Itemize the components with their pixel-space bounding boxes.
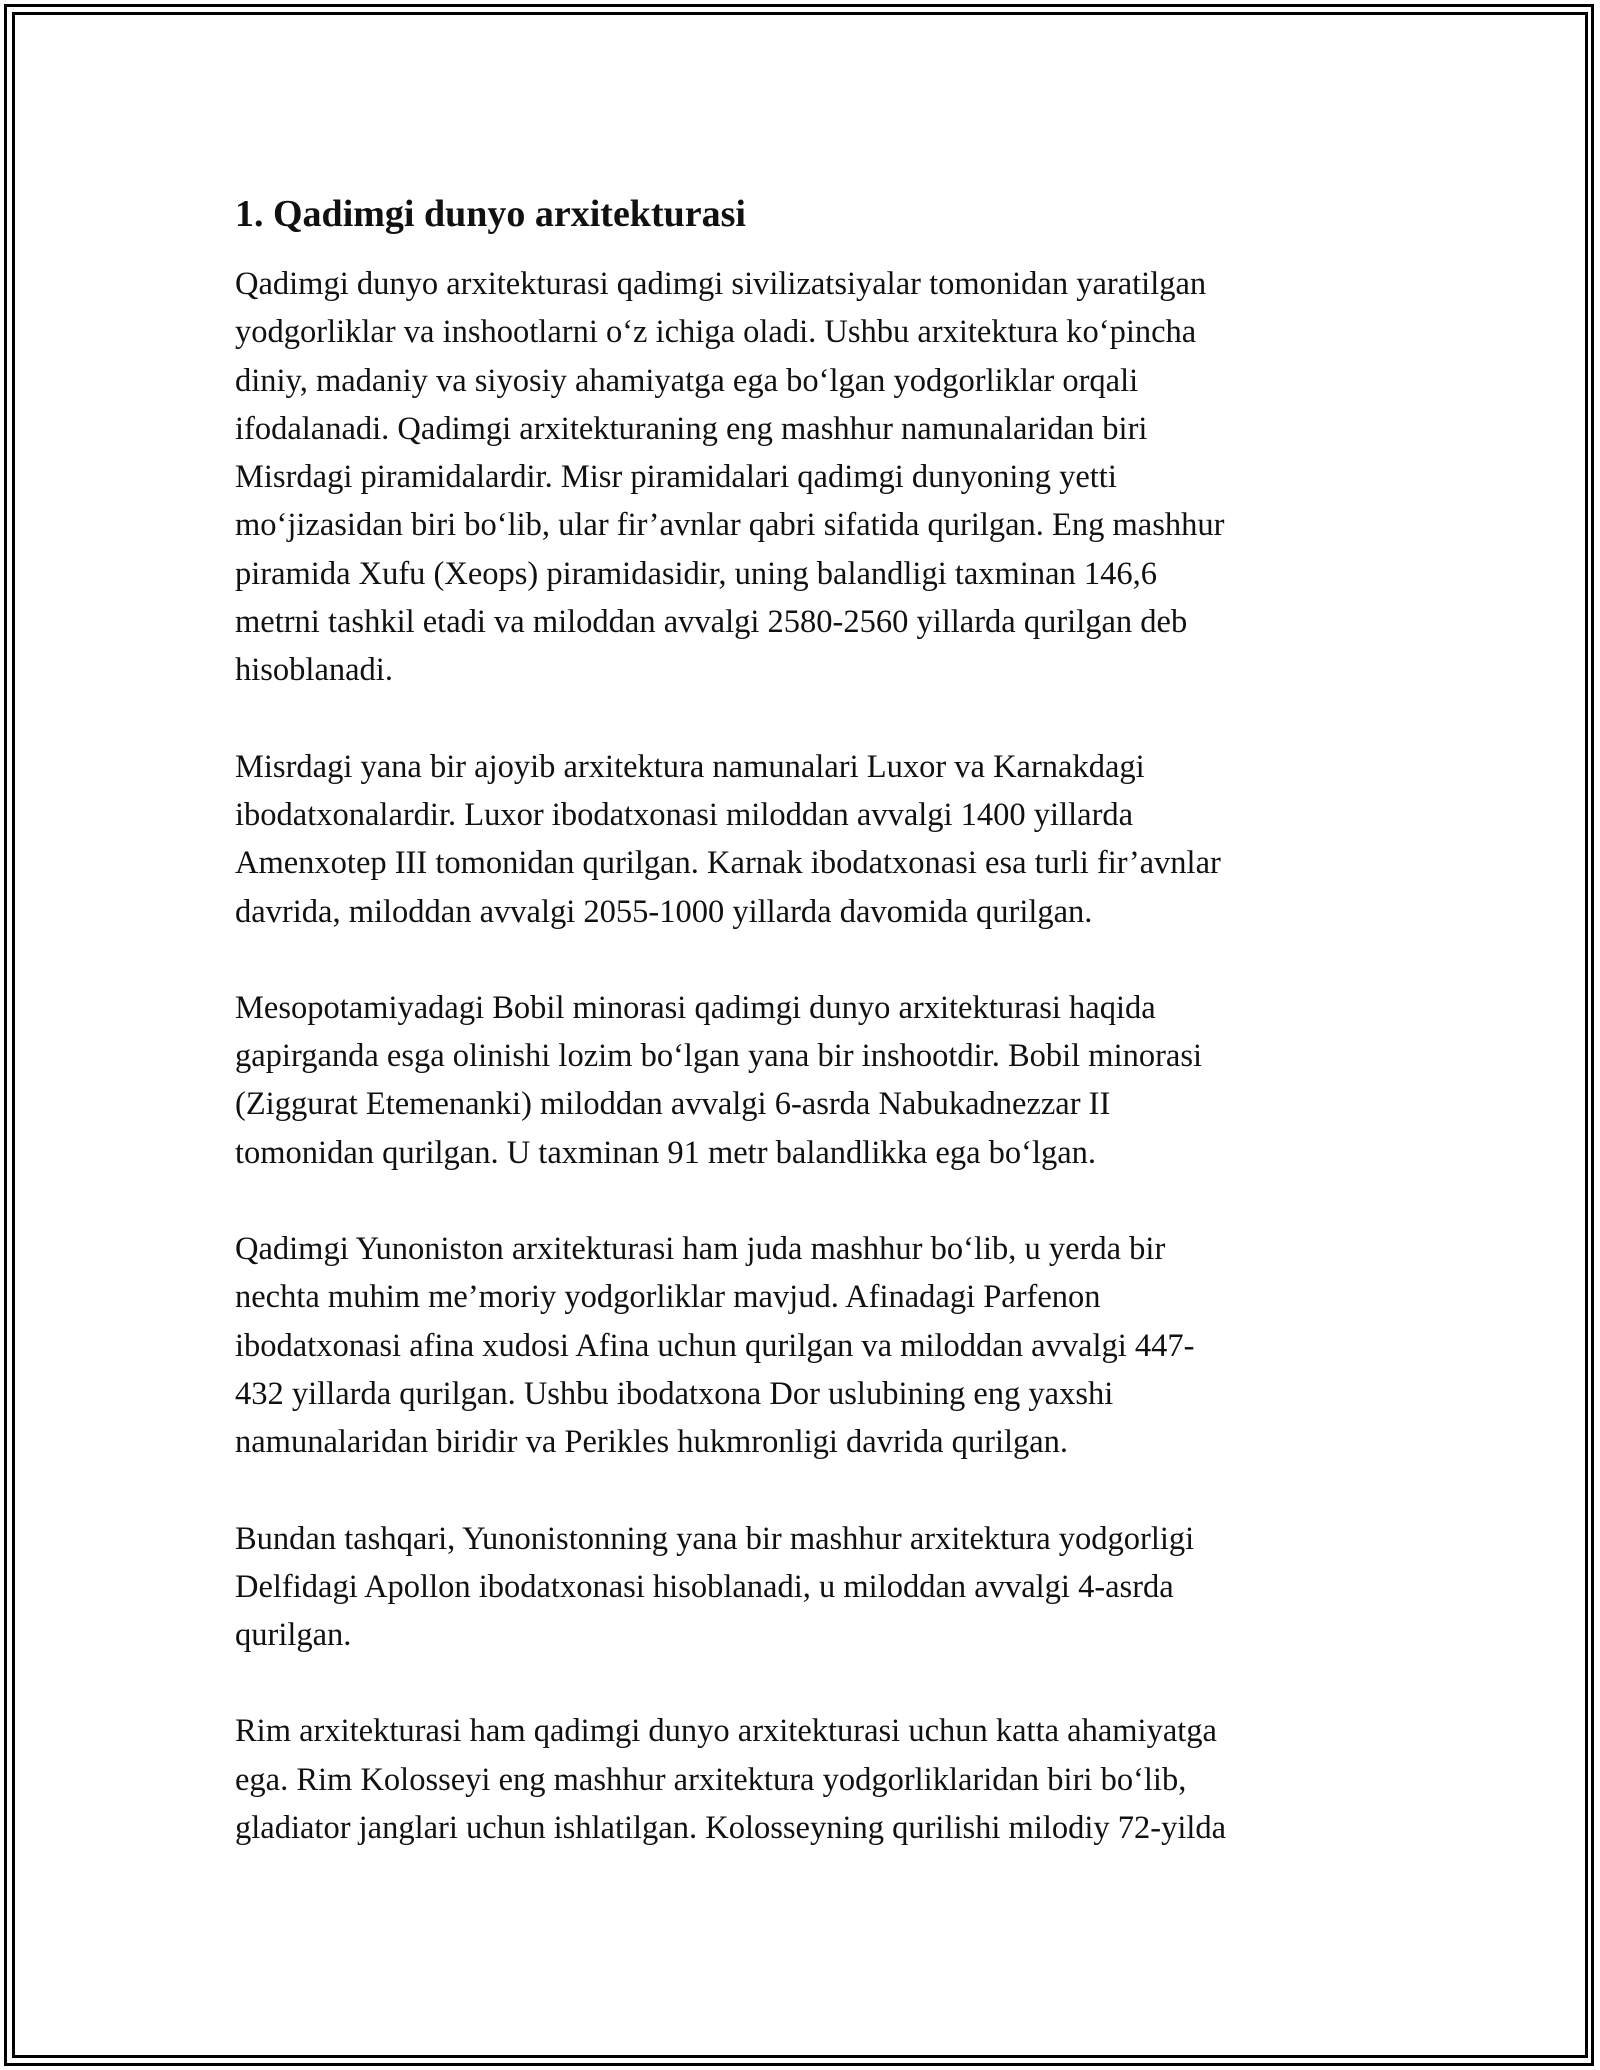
paragraph-babylon-tower: Mesopotamiyadagi Bobil minorasi qadimgi dunyo arxitekturasi haqida gapirganda esga olinishi lozim bo‘lgan yana bir inshootdir. Bobil minorasi (Ziggurat Etemenanki) miloddan avvalgi 6-asrda Nabukadnezzar II tomonidan qurilgan. U taxminan 91 metr balandlikka ega bo‘lgan.: [235, 989, 1203, 1171]
paragraph-luxor-karnak: Misrdagi yana bir ajoyib arxitektura namunalari Luxor va Karnakdagi ibodatxonalardir. Luxor ibodatxonasi miloddan avvalgi 1400 yillarda Amenxotep III tomonidan qurilgan. Karnak ibodatxonasi esa turli fir’avnlar davrida, miloddan avvalgi 2055-1000 yillarda davomida qurilgan.: [235, 748, 1221, 930]
paragraph-greek-parthenon: Qadimgi Yunoniston arxitekturasi ham juda mashhur bo‘lib, u yerda bir nechta muhim me’moriy yodgorliklar mavjud. Afinadagi Parfenon ibodatxonasi afina xudosi Afina uchun qurilgan va miloddan avvalgi 447- 432 yillarda qurilgan. Ushbu ibodatxona Dor uslubining eng yaxshi namunalaridan biridir va Perikles hukmronligi davrida qurilgan.: [235, 1231, 1195, 1461]
section-heading: 1. Qadimgi dunyo arxitekturasi: [235, 193, 746, 235]
paragraph-roman-colosseum: Rim arxitekturasi ham qadimgi dunyo arxitekturasi uchun katta ahamiyatga ega. Rim Kolosseyi eng mashhur arxitektura yodgorliklaridan biri bo‘lib, gladiator janglari uchun ishlatilgan. Kolosseyning qurilishi milodiy 72-yilda: [235, 1713, 1227, 1847]
paragraph-egypt-pyramids: Qadimgi dunyo arxitekturasi qadimgi sivilizatsiyalar tomonidan yaratilgan yodgorliklar va inshootlarni o‘z ichiga oladi. Ushbu arxitektura ko‘pincha diniy, madaniy va siyosiy ahamiyatga ega bo‘lgan yodgorliklar orqali ifodalanadi. Qadimgi arxitekturaning eng mashhur namunalaridan biri Misrdagi piramidalardir. Misr piramidalari qadimgi dunyoning yetti mo‘jizasidan biri bo‘lib, ular fir’avnlar qabri sifatida qurilgan. Eng mashhur piramida Xufu (Xeops) piramidasidir, uning balandligi taxminan 146,6 metrni tashkil etadi va miloddan avvalgi 2580-2560 yillarda qurilgan deb hisoblanadi.: [235, 266, 1225, 689]
document-body: [235, 190, 1365, 1900]
paragraph-delphi-apollon: Bundan tashqari, Yunonistonning yana bir mashhur arxitektura yodgorligi Delfidagi Apollon ibodatxonasi hisoblanadi, u miloddan avvalgi 4-asrda qurilgan.: [235, 1520, 1195, 1654]
